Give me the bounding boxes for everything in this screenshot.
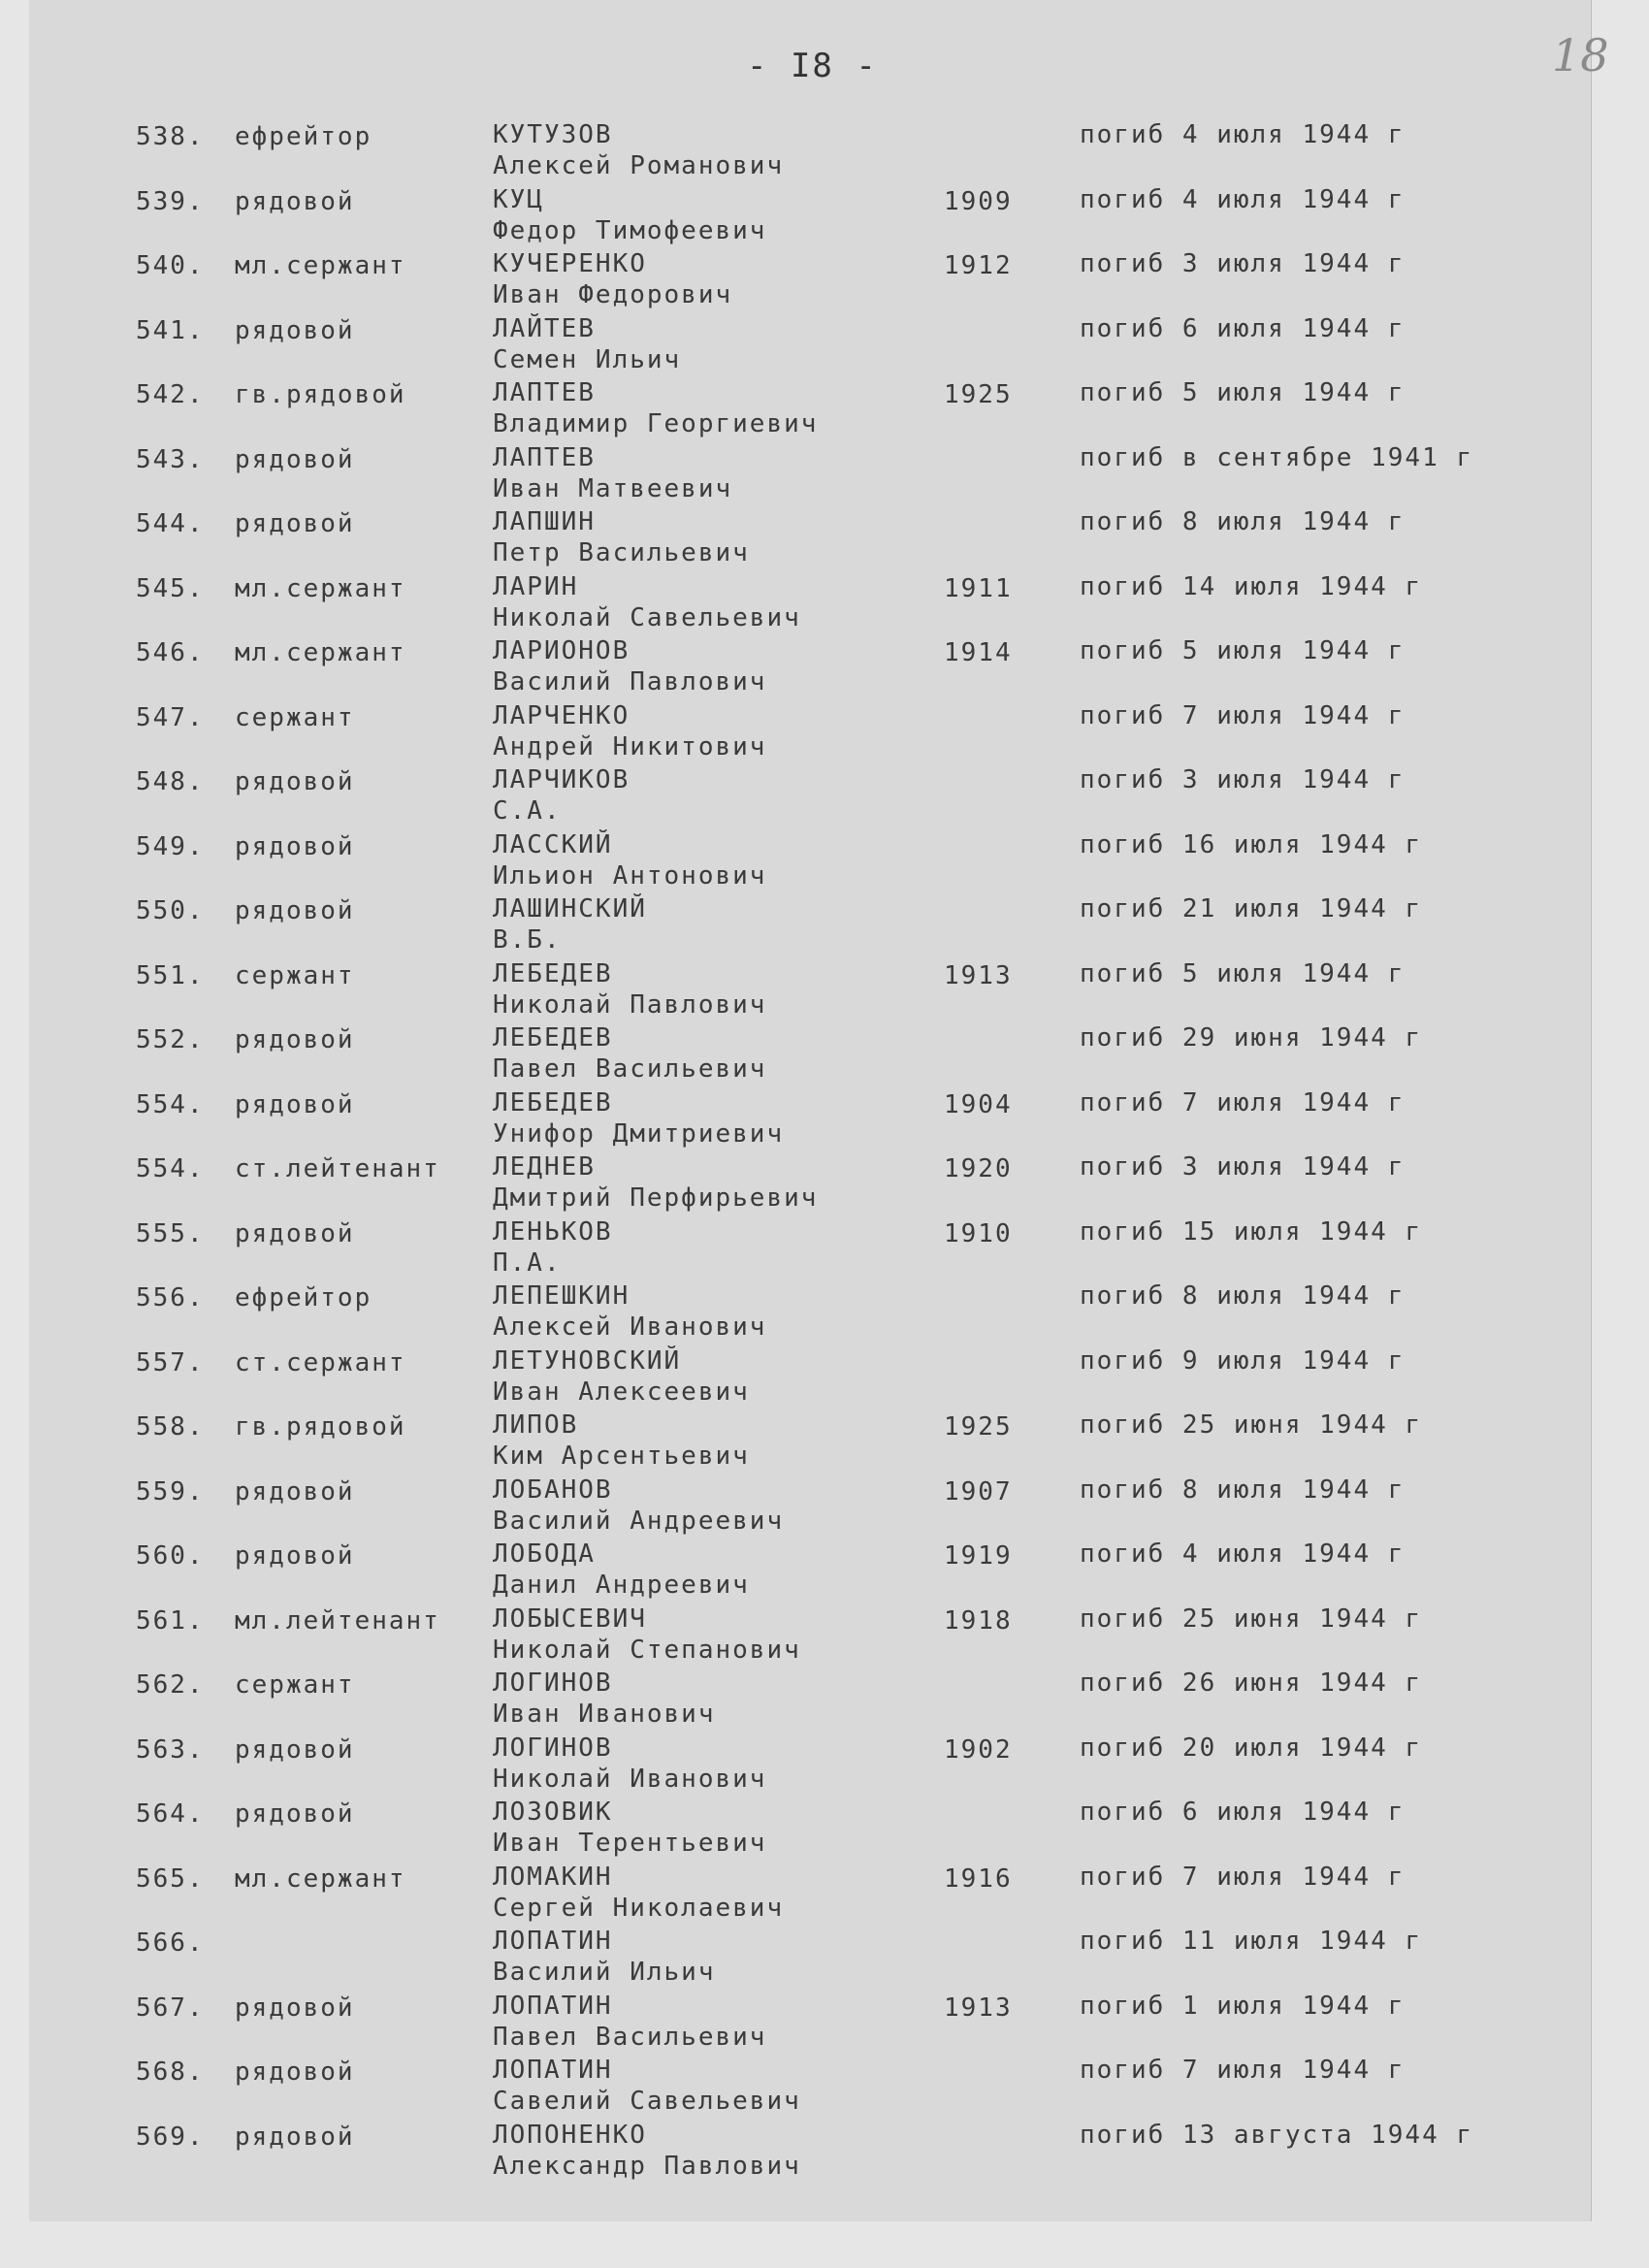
entry-number: 554. xyxy=(136,1089,205,1119)
entry-number: 552. xyxy=(136,1025,205,1054)
list-item xyxy=(29,1083,1591,1148)
entry-status: погиб 7 июля 1944 г xyxy=(1080,700,1406,730)
entry-rank: рядовой xyxy=(235,1089,355,1119)
entry-status: погиб 7 июля 1944 г xyxy=(1080,1087,1406,1118)
entry-given-names: Алексей Иванович xyxy=(493,1312,767,1342)
entry-status: погиб 8 июля 1944 г xyxy=(1080,1474,1406,1505)
entry-number: 547. xyxy=(136,702,205,732)
entry-birth-year: 1910 xyxy=(944,1218,1013,1248)
entry-surname: ЛЕБЕДЕВ xyxy=(493,1087,613,1118)
list-item xyxy=(29,1728,1591,1793)
entry-surname: ЛОЗОВИК xyxy=(493,1798,613,1827)
entry-given-names: Николай Савельевич xyxy=(493,602,801,632)
entry-list xyxy=(29,114,1591,2179)
list-item xyxy=(29,567,1591,632)
entry-number: 555. xyxy=(136,1218,205,1248)
entry-given-names: Александр Павлович xyxy=(493,2151,801,2181)
entry-number: 550. xyxy=(136,896,205,925)
list-item xyxy=(29,114,1591,179)
entry-status: погиб 4 июля 1944 г xyxy=(1080,184,1406,214)
entry-surname: ЛОГИНОВ xyxy=(493,1669,613,1698)
entry-surname: ЛАПШИН xyxy=(493,507,596,536)
entry-rank: ст.сержант xyxy=(235,1347,406,1377)
entry-birth-year: 1912 xyxy=(944,251,1013,280)
entry-given-names: Петр Васильевич xyxy=(493,538,750,567)
entry-given-names: Василий Павлович xyxy=(493,667,767,697)
entry-surname: ЛОБАНОВ xyxy=(493,1474,613,1505)
entry-given-names: Федор Тимофеевич xyxy=(493,215,767,245)
entry-surname: ЛОПАТИН xyxy=(493,2056,613,2085)
entry-number: 567. xyxy=(136,1993,205,2023)
entry-number: 564. xyxy=(136,1799,205,1829)
list-item xyxy=(29,2050,1591,2115)
entry-rank: рядовой xyxy=(235,2057,355,2087)
entry-number: 548. xyxy=(136,767,205,796)
entry-surname: ЛЕНЬКОВ xyxy=(493,1216,613,1247)
entry-status: погиб 3 июля 1944 г xyxy=(1080,1152,1406,1182)
entry-birth-year: 1925 xyxy=(944,1412,1013,1442)
list-item xyxy=(29,179,1591,244)
entry-birth-year: 1911 xyxy=(944,573,1013,603)
entry-status: погиб 6 июля 1944 г xyxy=(1080,313,1406,343)
entry-surname: ЛЕДНЕВ xyxy=(493,1152,596,1182)
entry-given-names: Ильион Антонович xyxy=(493,860,767,891)
entry-given-names: Иван Алексеевич xyxy=(493,1377,750,1407)
entry-status: погиб 8 июля 1944 г xyxy=(1080,1281,1406,1311)
entry-status: погиб 26 июня 1944 г xyxy=(1080,1669,1423,1698)
entry-rank: рядовой xyxy=(235,1993,355,2023)
entry-given-names: Андрей Никитович xyxy=(493,731,767,761)
entry-given-names: Владимир Георгиевич xyxy=(493,409,819,438)
list-item xyxy=(29,825,1591,890)
entry-number: 556. xyxy=(136,1283,205,1312)
entry-surname: КУЧЕРЕНКО xyxy=(493,249,647,278)
entry-surname: ЛОПОНЕНКО xyxy=(493,2120,647,2150)
list-item xyxy=(29,1792,1591,1857)
entry-surname: ЛОПАТИН xyxy=(493,1927,613,1956)
entry-number: 541. xyxy=(136,315,205,345)
entry-status: погиб 21 июля 1944 г xyxy=(1080,894,1423,923)
entry-rank: мл.лейтенант xyxy=(235,1605,440,1636)
list-item xyxy=(29,954,1591,1019)
entry-status: погиб 4 июля 1944 г xyxy=(1080,120,1406,149)
entry-status: погиб 7 июля 1944 г xyxy=(1080,2056,1406,2085)
entry-surname: ЛЕБЕДЕВ xyxy=(493,1023,613,1053)
entry-birth-year: 1913 xyxy=(944,1993,1013,2023)
entry-surname: ЛОПАТИН xyxy=(493,1991,613,2021)
entry-status: погиб 15 июля 1944 г xyxy=(1080,1216,1423,1247)
entry-rank: гв.рядовой xyxy=(235,380,406,409)
entry-given-names: Дмитрий Перфирьевич xyxy=(493,1183,819,1213)
entry-number: 557. xyxy=(136,1347,205,1377)
entry-status: погиб 6 июля 1944 г xyxy=(1080,1798,1406,1827)
entry-rank: рядовой xyxy=(235,1541,355,1571)
entry-status: погиб 5 июля 1944 г xyxy=(1080,378,1406,407)
entry-surname: ЛЕТУНОВСКИЙ xyxy=(493,1345,682,1376)
entry-number: 566. xyxy=(136,1928,205,1958)
entry-number: 554. xyxy=(136,1154,205,1183)
list-item xyxy=(29,1921,1591,1986)
entry-given-names: В.Б. xyxy=(493,925,562,955)
list-item xyxy=(29,308,1591,373)
list-item xyxy=(29,631,1591,696)
list-item xyxy=(29,1663,1591,1728)
entry-surname: ЛАССКИЙ xyxy=(493,829,613,859)
entry-given-names: С.А. xyxy=(493,796,562,826)
entry-rank: рядовой xyxy=(235,1025,355,1054)
entry-status: погиб в сентябре 1941 г xyxy=(1080,442,1474,472)
entry-birth-year: 1904 xyxy=(944,1089,1013,1119)
entry-surname: КУЦ xyxy=(493,184,544,214)
entry-given-names: Сергей Николаевич xyxy=(493,1893,785,1923)
entry-birth-year: 1914 xyxy=(944,638,1013,667)
entry-status: погиб 4 июля 1944 г xyxy=(1080,1539,1406,1569)
entry-rank: рядовой xyxy=(235,1799,355,1829)
entry-birth-year: 1902 xyxy=(944,1734,1013,1765)
entry-status: погиб 3 июля 1944 г xyxy=(1080,249,1406,278)
list-item xyxy=(29,1599,1591,1664)
entry-number: 568. xyxy=(136,2057,205,2087)
document-page xyxy=(29,0,1609,2221)
entry-birth-year: 1919 xyxy=(944,1541,1013,1571)
entry-surname: ЛАРЧЕНКО xyxy=(493,700,630,730)
entry-given-names: Иван Федорович xyxy=(493,280,733,309)
entry-birth-year: 1920 xyxy=(944,1154,1013,1183)
entry-number: 561. xyxy=(136,1605,205,1636)
entry-rank: рядовой xyxy=(235,831,355,861)
entry-birth-year: 1925 xyxy=(944,380,1013,409)
entry-given-names: Семен Ильич xyxy=(493,344,682,374)
entry-rank: ефрейтор xyxy=(235,122,372,151)
entry-number: 549. xyxy=(136,831,205,861)
entry-number: 558. xyxy=(136,1412,205,1442)
entry-surname: ЛАШИНСКИЙ xyxy=(493,894,647,923)
entry-status: погиб 7 июля 1944 г xyxy=(1080,1862,1406,1892)
list-item xyxy=(29,243,1591,308)
entry-rank: гв.рядовой xyxy=(235,1412,406,1442)
entry-given-names: Павел Васильевич xyxy=(493,1054,767,1084)
entry-surname: ЛАРЧИКОВ xyxy=(493,765,630,794)
entry-rank: ефрейтор xyxy=(235,1283,372,1312)
entry-number: 538. xyxy=(136,122,205,151)
entry-rank: мл.сержант xyxy=(235,638,406,667)
list-item xyxy=(29,2115,1591,2180)
entry-rank: сержант xyxy=(235,960,355,990)
entry-birth-year: 1916 xyxy=(944,1863,1013,1894)
entry-number: 540. xyxy=(136,251,205,280)
entry-given-names: Савелий Савельевич xyxy=(493,2087,801,2116)
entry-rank: рядовой xyxy=(235,509,355,538)
entry-number: 562. xyxy=(136,1670,205,1700)
list-item xyxy=(29,502,1591,567)
list-item xyxy=(29,1276,1591,1341)
entry-rank: рядовой xyxy=(235,444,355,474)
entry-rank: рядовой xyxy=(235,1218,355,1248)
list-item xyxy=(29,696,1591,761)
list-item xyxy=(29,1147,1591,1212)
entry-birth-year: 1918 xyxy=(944,1605,1013,1636)
list-item xyxy=(29,1018,1591,1083)
entry-birth-year: 1913 xyxy=(944,960,1013,990)
entry-given-names: Унифор Дмитриевич xyxy=(493,1118,785,1149)
entry-number: 559. xyxy=(136,1476,205,1507)
entry-surname: ЛОБЫСЕВИЧ xyxy=(493,1604,647,1634)
entry-status: погиб 14 июля 1944 г xyxy=(1080,571,1423,601)
entry-rank: сержант xyxy=(235,1670,355,1700)
entry-rank: сержант xyxy=(235,702,355,732)
entry-rank: рядовой xyxy=(235,896,355,925)
list-item xyxy=(29,1212,1591,1277)
entry-status: погиб 11 июля 1944 г xyxy=(1080,1927,1423,1956)
list-item xyxy=(29,1405,1591,1470)
entry-given-names: Василий Ильич xyxy=(493,1958,716,1987)
handwritten-page-mark: 18 xyxy=(1552,29,1609,81)
entry-surname: ЛОБОДА xyxy=(493,1539,596,1569)
list-item xyxy=(29,889,1591,954)
list-item xyxy=(29,373,1591,437)
entry-birth-year: 1907 xyxy=(944,1476,1013,1507)
entry-rank: рядовой xyxy=(235,767,355,796)
entry-given-names: Данил Андреевич xyxy=(493,1571,750,1600)
entry-number: 544. xyxy=(136,509,205,538)
entry-given-names: Иван Иванович xyxy=(493,1700,716,1729)
entry-rank: рядовой xyxy=(235,1476,355,1507)
entry-status: погиб 5 июля 1944 г xyxy=(1080,958,1406,988)
entry-number: 565. xyxy=(136,1863,205,1894)
entry-number: 569. xyxy=(136,2122,205,2152)
entry-rank: рядовой xyxy=(235,2122,355,2152)
entry-status: погиб 25 июня 1944 г xyxy=(1080,1604,1423,1634)
entry-surname: ЛЕПЕШКИН xyxy=(493,1281,630,1311)
entry-number: 563. xyxy=(136,1734,205,1765)
entry-status: погиб 25 июня 1944 г xyxy=(1080,1410,1423,1440)
entry-surname: КУТУЗОВ xyxy=(493,120,613,149)
list-item xyxy=(29,760,1591,825)
entry-given-names: Павел Васильевич xyxy=(493,2022,767,2052)
entry-surname: ЛАПТЕВ xyxy=(493,378,596,407)
entry-number: 542. xyxy=(136,380,205,409)
entry-surname: ЛОГИНОВ xyxy=(493,1733,613,1763)
entry-rank: мл.сержант xyxy=(235,251,406,280)
list-item xyxy=(29,1986,1591,2051)
entry-given-names: Николай Степанович xyxy=(493,1635,801,1665)
entry-given-names: Иван Терентьевич xyxy=(493,1829,767,1858)
page-number: - I8 - xyxy=(747,47,878,85)
entry-status: погиб 1 июля 1944 г xyxy=(1080,1991,1406,2021)
entry-number: 543. xyxy=(136,444,205,474)
entry-status: погиб 3 июля 1944 г xyxy=(1080,765,1406,794)
list-item xyxy=(29,1534,1591,1599)
entry-surname: ЛАРИОНОВ xyxy=(493,636,630,665)
entry-surname: ЛОМАКИН xyxy=(493,1862,613,1892)
entry-number: 545. xyxy=(136,573,205,603)
entry-given-names: Николай Павлович xyxy=(493,989,767,1020)
entry-rank: рядовой xyxy=(235,1734,355,1765)
entry-rank: мл.сержант xyxy=(235,1863,406,1894)
entry-status: погиб 9 июля 1944 г xyxy=(1080,1345,1406,1376)
entry-rank: ст.лейтенант xyxy=(235,1154,440,1183)
entry-given-names: П.А. xyxy=(493,1247,562,1278)
entry-given-names: Иван Матвеевич xyxy=(493,473,733,503)
entry-given-names: Василий Андреевич xyxy=(493,1506,785,1536)
entry-surname: ЛАЙТЕВ xyxy=(493,313,596,343)
entry-given-names: Ким Арсентьевич xyxy=(493,1442,750,1471)
entry-number: 539. xyxy=(136,186,205,216)
entry-surname: ЛЕБЕДЕВ xyxy=(493,958,613,988)
entry-surname: ЛИПОВ xyxy=(493,1410,579,1440)
entry-surname: ЛАПТЕВ xyxy=(493,442,596,472)
entry-status: погиб 8 июля 1944 г xyxy=(1080,507,1406,536)
entry-rank: рядовой xyxy=(235,315,355,345)
list-item xyxy=(29,437,1591,502)
entry-number: 551. xyxy=(136,960,205,990)
entry-number: 560. xyxy=(136,1541,205,1571)
entry-birth-year: 1909 xyxy=(944,186,1013,216)
entry-given-names: Николай Иванович xyxy=(493,1764,767,1794)
entry-surname: ЛАРИН xyxy=(493,571,579,601)
entry-status: погиб 20 июля 1944 г xyxy=(1080,1733,1423,1763)
entry-status: погиб 5 июля 1944 г xyxy=(1080,636,1406,665)
entry-rank: рядовой xyxy=(235,186,355,216)
entry-status: погиб 29 июня 1944 г xyxy=(1080,1023,1423,1053)
entry-given-names: Алексей Романович xyxy=(493,151,785,180)
entry-rank: мл.сержант xyxy=(235,573,406,603)
list-item xyxy=(29,1341,1591,1406)
entry-status: погиб 16 июля 1944 г xyxy=(1080,829,1423,859)
entry-number: 546. xyxy=(136,638,205,667)
list-item xyxy=(29,1470,1591,1535)
entry-status: погиб 13 августа 1944 г xyxy=(1080,2120,1474,2150)
list-item xyxy=(29,1857,1591,1922)
